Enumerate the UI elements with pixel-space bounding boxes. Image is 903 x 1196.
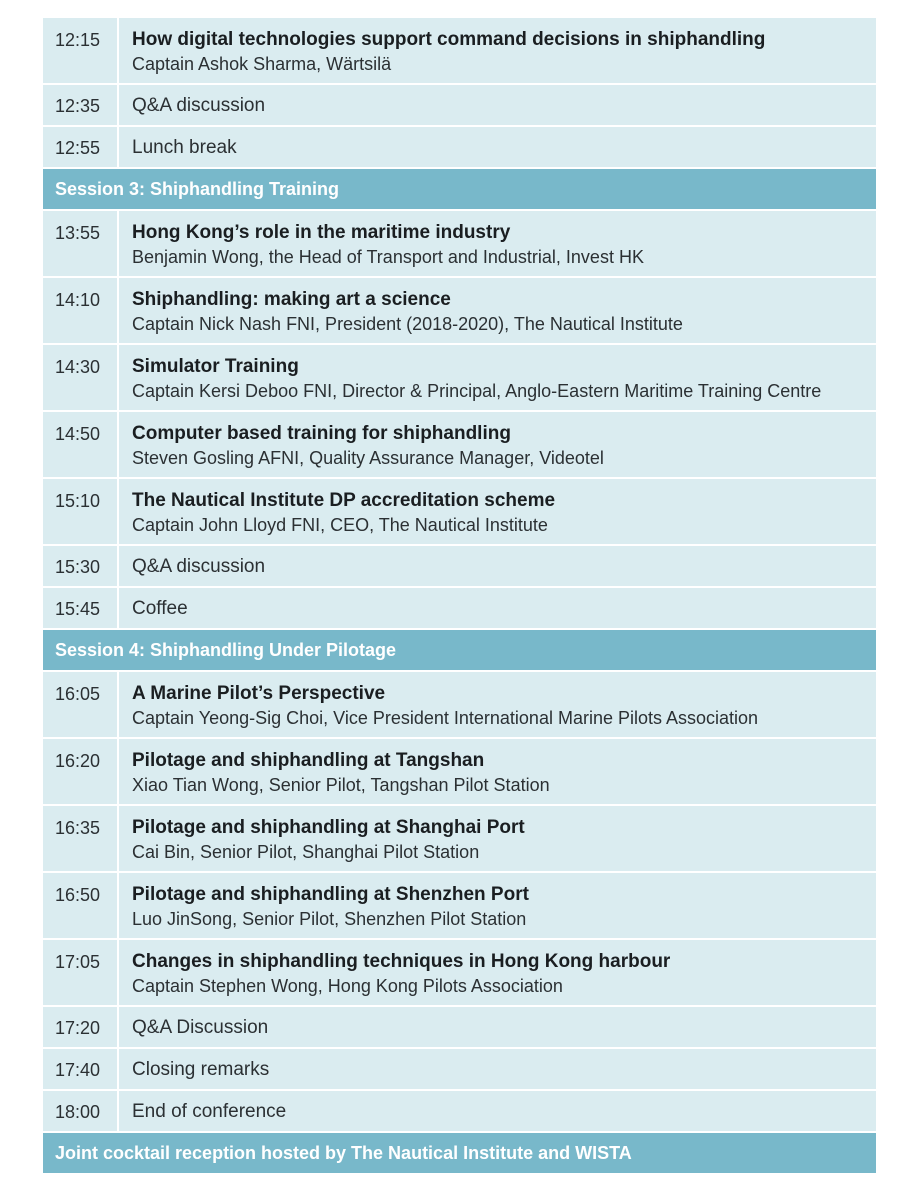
agenda-time: 13:55 xyxy=(43,211,119,276)
agenda-item-row xyxy=(43,546,876,588)
talk-title: How digital technologies support command decisions in shiphandling xyxy=(132,29,766,50)
agenda-body xyxy=(119,1091,876,1131)
talk-title: Changes in shiphandling techniques in Hong Kong harbour xyxy=(132,951,671,972)
agenda-talk-row xyxy=(43,940,876,1007)
agenda-time: 15:10 xyxy=(43,479,119,544)
agenda-talk-row xyxy=(43,278,876,345)
talk-title: Hong Kong’s role in the maritime industry xyxy=(132,222,511,243)
session-title: Session 3: Shiphandling Training xyxy=(55,179,340,199)
session-title: Session 4: Shiphandling Under Pilotage xyxy=(55,640,397,660)
talk-speaker: Captain John Lloyd FNI, CEO, The Nautical Institute xyxy=(132,515,548,535)
agenda-body xyxy=(119,18,876,83)
agenda-time: 12:35 xyxy=(43,85,119,125)
agenda-table xyxy=(43,18,876,1173)
agenda-talk-row xyxy=(43,479,876,546)
closing-reception-banner xyxy=(43,1133,876,1173)
agenda-item-label: Coffee xyxy=(132,598,188,619)
talk-title: Pilotage and shiphandling at Shenzhen Port xyxy=(132,884,529,905)
agenda-time: 17:05 xyxy=(43,940,119,1005)
agenda-body xyxy=(119,588,876,628)
agenda-time: 15:45 xyxy=(43,588,119,628)
agenda-item-label: Q&A discussion xyxy=(132,95,266,116)
agenda-body xyxy=(119,546,876,586)
agenda-item-row xyxy=(43,1007,876,1049)
agenda-item-label: Closing remarks xyxy=(132,1059,270,1080)
talk-title: Pilotage and shiphandling at Shanghai Port xyxy=(132,817,525,838)
closing-reception-label: Joint cocktail reception hosted by The Nautical Institute and WISTA xyxy=(55,1143,632,1163)
agenda-talk-row xyxy=(43,18,876,85)
agenda-rows xyxy=(43,18,876,1133)
agenda-time: 14:30 xyxy=(43,345,119,410)
agenda-time: 16:35 xyxy=(43,806,119,871)
agenda-time: 16:05 xyxy=(43,672,119,737)
talk-speaker: Steven Gosling AFNI, Quality Assurance Manager, Videotel xyxy=(132,448,604,468)
talk-title: The Nautical Institute DP accreditation scheme xyxy=(132,490,556,511)
agenda-time: 17:20 xyxy=(43,1007,119,1047)
agenda-talk-row xyxy=(43,739,876,806)
talk-speaker: Captain Ashok Sharma, Wärtsilä xyxy=(132,54,392,74)
talk-speaker: Captain Stephen Wong, Hong Kong Pilots Association xyxy=(132,976,563,996)
agenda-talk-row xyxy=(43,345,876,412)
agenda-body xyxy=(119,412,876,477)
agenda-time: 15:30 xyxy=(43,546,119,586)
agenda-body xyxy=(119,1007,876,1047)
agenda-item-label: Q&A discussion xyxy=(132,556,266,577)
agenda-item-label: End of conference xyxy=(132,1101,287,1122)
talk-speaker: Captain Kersi Deboo FNI, Director & Principal, Anglo-Eastern Maritime Training Centre xyxy=(132,381,822,401)
agenda-body xyxy=(119,940,876,1005)
agenda-time: 14:50 xyxy=(43,412,119,477)
agenda-body xyxy=(119,806,876,871)
talk-title: Simulator Training xyxy=(132,356,299,377)
agenda-time: 17:40 xyxy=(43,1049,119,1089)
agenda-talk-row xyxy=(43,672,876,739)
talk-speaker: Captain Nick Nash FNI, President (2018-2020), The Nautical Institute xyxy=(132,314,683,334)
agenda-time: 16:50 xyxy=(43,873,119,938)
agenda-body xyxy=(119,85,876,125)
agenda-item-row xyxy=(43,588,876,630)
agenda-body xyxy=(119,1049,876,1089)
agenda-body xyxy=(119,479,876,544)
agenda-body xyxy=(119,278,876,343)
talk-speaker: Luo JinSong, Senior Pilot, Shenzhen Pilot Station xyxy=(132,909,527,929)
agenda-body xyxy=(119,345,876,410)
talk-title: Computer based training for shiphandling xyxy=(132,423,511,444)
agenda-item-row xyxy=(43,85,876,127)
agenda-body xyxy=(119,873,876,938)
agenda-item-row xyxy=(43,1091,876,1133)
agenda-item-label: Q&A Discussion xyxy=(132,1017,269,1038)
agenda-talk-row xyxy=(43,211,876,278)
agenda-time: 16:20 xyxy=(43,739,119,804)
talk-title: Shiphandling: making art a science xyxy=(132,289,451,310)
agenda-talk-row xyxy=(43,873,876,940)
agenda-item-label: Lunch break xyxy=(132,137,237,158)
talk-speaker: Captain Yeong-Sig Choi, Vice President International Marine Pilots Association xyxy=(132,708,759,728)
agenda-talk-row xyxy=(43,412,876,479)
talk-speaker: Xiao Tian Wong, Senior Pilot, Tangshan Pilot Station xyxy=(132,775,550,795)
session-header xyxy=(43,169,876,211)
agenda-body xyxy=(119,739,876,804)
agenda-time: 12:55 xyxy=(43,127,119,167)
agenda-time: 14:10 xyxy=(43,278,119,343)
session-header xyxy=(43,630,876,672)
agenda-time: 12:15 xyxy=(43,18,119,83)
talk-title: A Marine Pilot’s Perspective xyxy=(132,683,386,704)
agenda-body xyxy=(119,127,876,167)
agenda-talk-row xyxy=(43,806,876,873)
talk-speaker: Cai Bin, Senior Pilot, Shanghai Pilot Station xyxy=(132,842,480,862)
talk-speaker: Benjamin Wong, the Head of Transport and Industrial, Invest HK xyxy=(132,247,644,267)
agenda-body xyxy=(119,672,876,737)
agenda-body xyxy=(119,211,876,276)
talk-title: Pilotage and shiphandling at Tangshan xyxy=(132,750,485,771)
agenda-item-row xyxy=(43,127,876,169)
agenda-item-row xyxy=(43,1049,876,1091)
agenda-time: 18:00 xyxy=(43,1091,119,1131)
